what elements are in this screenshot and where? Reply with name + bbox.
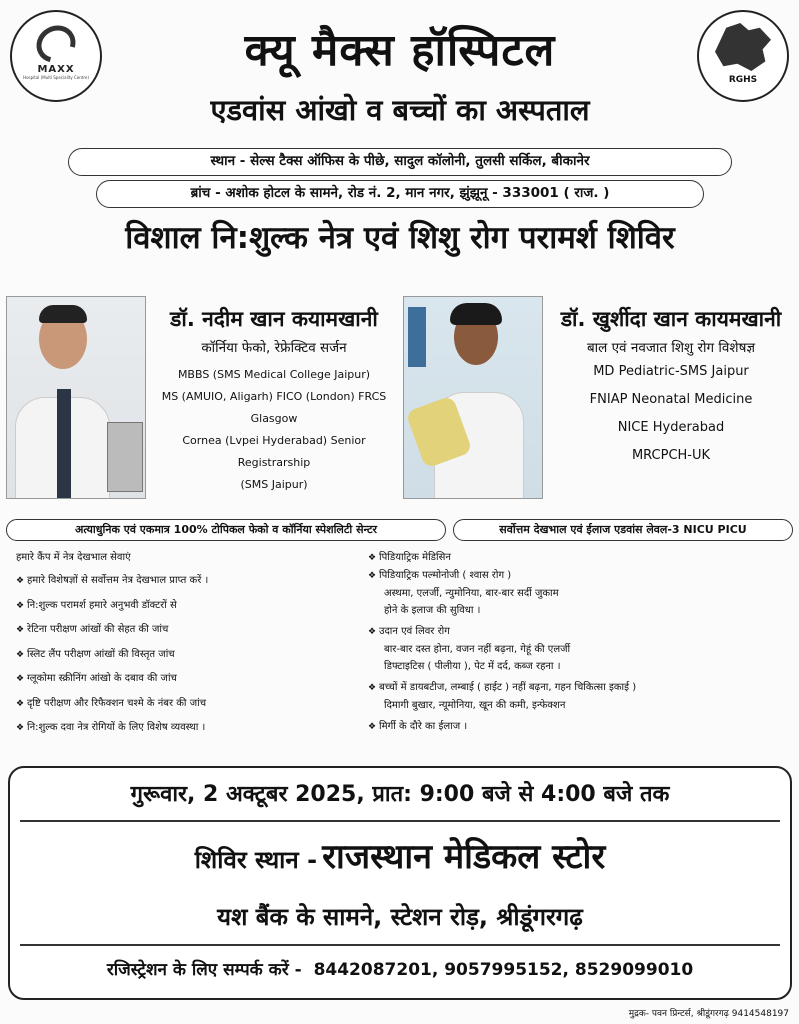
doctor1-photo (6, 296, 146, 499)
registration-label: रजिस्ट्रेशन के लिए सम्पर्क करें - (106, 960, 302, 980)
doctor1-name: डॉ. नदीम खान कयामखानी (170, 307, 378, 331)
hospital-title: क्यू मैक्स हॉस्पिटल (244, 25, 556, 76)
child-section-header: सर्वोत्तम देखभाल एवं ईलाज एडवांस लेवल-3 NICU PICU (453, 519, 793, 541)
diamond-bullet-icon: ❖ (16, 649, 25, 660)
diamond-bullet-icon: ❖ (16, 600, 25, 611)
doctor1-role: कॉर्निया फेको, रेफ्रेक्टिव सर्जन (201, 340, 347, 356)
list-item: ❖ बच्चों में डायबटीज, लम्बाई ( हाईट ) नहीं बढ़ना, गहन चिकित्सा इकाई ) (368, 679, 796, 697)
child-services-list (368, 549, 796, 736)
diamond-bullet-icon: ❖ (368, 722, 377, 732)
list-item: ❖ नि:शुल्क दवा नेत्र रोगियों के लिए विशेष व्यवस्था । (16, 716, 356, 741)
doctor2-qualification: NICE Hyderabad (617, 420, 725, 435)
doctor2-qualification: FNIAP Neonatal Medicine (589, 392, 753, 407)
doctor2-qualification: MD Pediatric-SMS Jaipur (593, 364, 749, 379)
doctor2-photo (403, 296, 543, 499)
maxx-logo-icon (30, 18, 83, 69)
diamond-bullet-icon: ❖ (16, 625, 25, 635)
venue (20, 832, 780, 878)
list-item: ❖ पिडियाट्रिक मेडिसिन (368, 549, 796, 567)
hospital-logo (10, 10, 102, 102)
diamond-bullet-icon: ❖ (368, 571, 377, 581)
printer-credit: मुद्रक- पवन प्रिन्टर्स, श्रीडूंगरगढ़ 9414548197 (628, 1009, 789, 1019)
list-item: ❖ उदान एवं लिवर रोग (368, 623, 796, 641)
list-item-detail: अस्थमा, एलर्जी, न्युमोनिया, बार-बार सर्दी जुकाम (384, 588, 559, 599)
logo-name: MAXX (37, 64, 75, 75)
doctor1-qualification: MBBS (SMS Medical College Jaipur) (177, 368, 371, 381)
event-date: गुरूवार, 2 अक्टूबर 2025, प्रात: 9:00 बजे से 4:00 बजे तक (130, 782, 670, 807)
list-item-detail: दिमागी बुखार, न्यूमोनिया, खून की कमी, इन्फेक्शन (384, 700, 566, 711)
registration (20, 957, 780, 980)
divider (20, 944, 780, 946)
list-item: ❖ पिडियाट्रिक पल्मोनोजी ( श्वास रोग ) (368, 567, 796, 585)
venue-label: शिविर स्थान - (194, 846, 318, 874)
list-item-detail: होने के इलाज की सुविधा । (384, 605, 481, 616)
list-item: ❖ ग्लूकोमा स्क्रीनिंग आंखो के दबाव की जांच (16, 667, 356, 692)
diamond-bullet-icon: ❖ (16, 576, 25, 586)
divider (20, 820, 780, 822)
list-item: ❖ स्लिट लैंप परीक्षण आंखों की विस्तृत जांच (16, 643, 356, 668)
list-item-detail: डिफ्टाइटिस ( पीलीया ), पेट में दर्द, कब्ज रहना । (384, 661, 561, 672)
venue-address: यश बैंक के सामने, स्टेशन रोड़, श्रीडूंगरगढ़ (217, 903, 583, 931)
diamond-bullet-icon: ❖ (16, 674, 25, 684)
diamond-bullet-icon: ❖ (368, 683, 377, 693)
rajasthan-map-icon (715, 23, 771, 71)
registration-phones: 8442087201, 9057995152, 8529099010 (313, 960, 694, 980)
doctor1-qualification: Cornea (Lvpei Hyderabad) Senior Registrarship (182, 434, 366, 469)
doctor2-info (546, 305, 796, 470)
diamond-bullet-icon: ❖ (16, 723, 25, 733)
list-item: ❖ दृष्टि परीक्षण और रिफैक्शन चश्मे के नंबर की जांच (16, 692, 356, 717)
diamond-bullet-icon: ❖ (16, 698, 25, 709)
doctor1-qualification: (SMS Jaipur) (240, 478, 308, 491)
doctor2-role: बाल एवं नवजात शिशु रोग विशेषज्ञ (586, 340, 756, 356)
list-item-detail: बार-बार दस्त होना, वजन नहीं बढ़ना, गेहूं की एलर्जी (384, 644, 571, 655)
list-item: ❖ नि:शुल्क परामर्श हमारे अनुभवी डॉक्टरों से (16, 594, 356, 619)
list-item: ❖ मिर्गी के दौरे का ईलाज । (368, 718, 796, 736)
list-item: ❖ रेटिना परीक्षण आंखों की सेहत की जांच (16, 618, 356, 643)
list-item: ❖ हमारे विशेषज्ञों से सर्वोत्तम नेत्र देखभाल प्राप्त करें । (16, 569, 356, 594)
rghs-label: RGHS (728, 75, 758, 85)
rghs-logo (697, 10, 789, 102)
doctor2-name: डॉ. खुर्शीदा खान कायमखानी (560, 307, 782, 331)
branch-address: ब्रांच - अशोक होटल के सामने, रोड नं. 2, मान नगर, झुंझूनू - 333001 ( राज. ) (96, 180, 704, 208)
venue-name: राजस्थान मेडिकल स्टोर (322, 837, 606, 877)
camp-banner: विशाल नि:शुल्क नेत्र एवं शिशु रोग परामर्श शिविर (125, 220, 675, 256)
eye-services-list (16, 549, 356, 741)
eye-services-intro: हमारे कैंप में नेत्र देखभाल सेवाएं (16, 552, 131, 563)
eye-section-header: अत्याधुनिक एवं एकमात्र 100% टोपिकल फेको व कॉर्निया स्पेशलिटी सेन्टर (6, 519, 446, 541)
doctor1-info (148, 305, 400, 496)
diamond-bullet-icon: ❖ (368, 553, 377, 563)
doctor2-qualification: MRCPCH-UK (631, 448, 711, 463)
diamond-bullet-icon: ❖ (368, 627, 377, 637)
doctor1-qualification: MS (AMUIO, Aligarh) FICO (London) FRCS Glasgow (161, 390, 387, 425)
main-address: स्थान - सेल्स टैक्स ऑफिस के पीछे, सादुल कॉलोनी, तुलसी सर्किल, बीकानेर (68, 148, 732, 176)
logo-tagline: Hospital (Multi Speciality Centre) (23, 75, 89, 80)
hospital-subtitle: एडवांस आंखो व बच्चों का अस्पताल (210, 93, 590, 127)
